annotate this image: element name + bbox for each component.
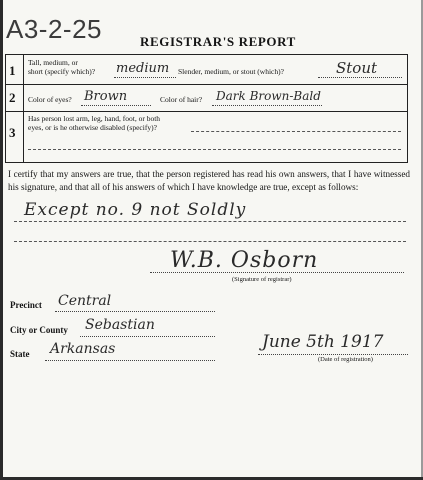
card-left-edge xyxy=(0,0,3,480)
row-1-line1: Tall, medium, or xyxy=(28,58,78,67)
state-label: State xyxy=(10,349,30,359)
eyes-label: Color of eyes? xyxy=(28,95,72,104)
row-2-number: 2 xyxy=(9,90,16,105)
registration-date: June 5th 1917 xyxy=(262,332,384,352)
row-3-line2: eyes, or is he otherwise disabled (specify)? xyxy=(28,123,157,132)
precinct-value: Central xyxy=(58,293,112,309)
date-underline xyxy=(258,354,408,355)
city-county-value: Sebastian xyxy=(85,317,155,333)
row-1-line2b: Slender, medium, or stout (which)? xyxy=(178,67,284,76)
eyes-value: Brown xyxy=(84,89,128,104)
height-underline xyxy=(114,77,176,78)
hair-label: Color of hair? xyxy=(160,95,203,104)
report-title: REGISTRAR'S REPORT xyxy=(140,34,296,49)
certification-statement: I certify that my answers are true, that the person registered has read his own answers, that I have witnessed his signature, and that all of his answers of which I have knowledge are true, except as follows: xyxy=(8,169,410,192)
registrar-signature: W.B. Osborn xyxy=(170,248,319,273)
exception-text: Except no. 9 not Soldly xyxy=(24,200,247,220)
signature-caption: (Signature of registrar) xyxy=(232,276,292,283)
build-value: Stout xyxy=(336,59,378,77)
height-value: medium xyxy=(116,61,170,76)
questions-table xyxy=(5,54,408,163)
eyes-underline xyxy=(81,105,151,106)
build-underline xyxy=(318,77,402,78)
disability-answer-line-2 xyxy=(28,149,401,150)
precinct-underline xyxy=(55,311,215,312)
signature-underline xyxy=(150,272,404,273)
row-divider-2 xyxy=(6,111,407,112)
row-1-line2a: short (specify which)? xyxy=(28,67,96,76)
row-3-line1: Has person lost arm, leg, hand, foot, or both xyxy=(28,114,161,123)
hair-value: Dark Brown-Bald xyxy=(216,89,321,103)
exception-line-2 xyxy=(14,241,406,242)
state-underline xyxy=(45,360,215,361)
row-1-number: 1 xyxy=(9,63,16,78)
row-divider-1 xyxy=(6,84,407,85)
serial-number: A3-2-25 xyxy=(6,14,102,44)
city-county-label: City or County xyxy=(10,325,68,335)
row-3-number: 3 xyxy=(9,125,16,140)
precinct-label: Precinct xyxy=(10,300,42,310)
hair-underline xyxy=(212,105,322,106)
date-caption: (Date of registration) xyxy=(318,356,373,363)
city-county-underline xyxy=(80,336,215,337)
disability-answer-line-1 xyxy=(191,131,401,132)
exception-line-1 xyxy=(14,221,406,222)
state-value: Arkansas xyxy=(50,341,116,357)
